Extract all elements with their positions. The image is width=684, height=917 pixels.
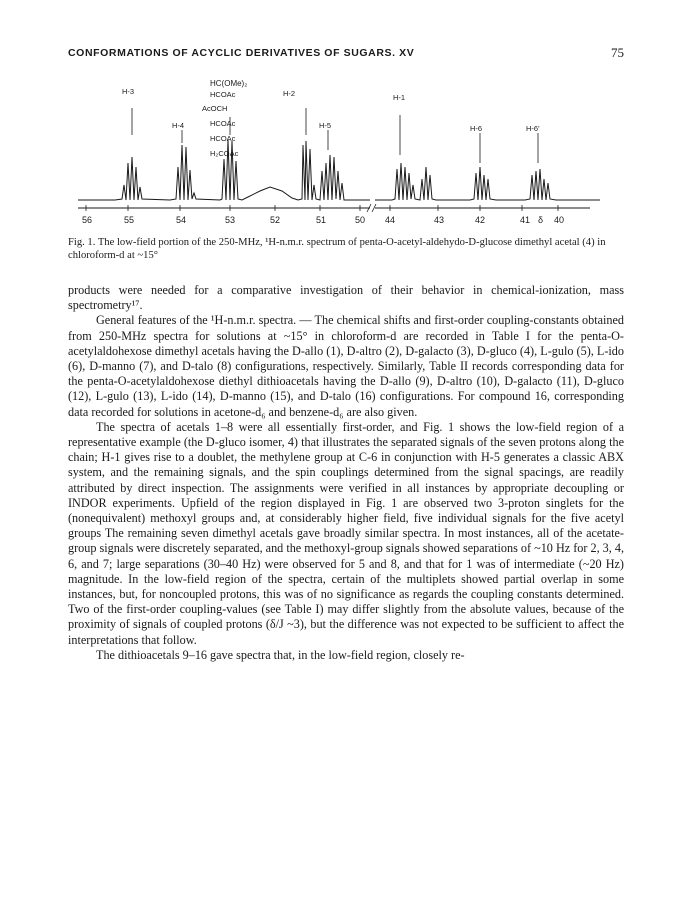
axis-tick-label: 55 (124, 215, 135, 225)
peak-label-h6: H-6 (470, 124, 483, 133)
peak-label-h2: H-2 (283, 89, 296, 98)
page-header (68, 47, 624, 65)
axis-tick-label: 43 (434, 215, 445, 225)
structure-line: HCOAc (210, 90, 236, 99)
axis-tick-label: 44 (385, 215, 396, 225)
running-title: CONFORMATIONS OF ACYCLIC DERIVATIVES OF SUGARS. XV (68, 47, 415, 59)
axis-tick-label: δ (538, 215, 544, 225)
paragraph: The dithioacetals 9–16 gave spectra that, in the low-field region, closely re- (96, 647, 465, 662)
spectrum-plot (70, 75, 625, 235)
structure-line: H₂COAc (210, 149, 239, 158)
paragraph: products were needed for a comparative investigation of their behavior in chemical-ionization, mass spectrometry¹⁷. (68, 283, 624, 313)
page-number: 75 (611, 45, 624, 60)
axis-tick-label: 54 (176, 215, 187, 225)
structure-line: HCOAc (210, 134, 236, 143)
structure-formula (202, 79, 248, 158)
structure-line: HCOAc (210, 119, 236, 128)
nmr-spectrum-figure (70, 75, 625, 235)
peak-label-h4: H-4 (172, 121, 185, 130)
axis-tick-label: 40 (554, 215, 565, 225)
body-text (68, 283, 624, 663)
axis-tick-label: 52 (270, 215, 281, 225)
peak-label-h3: H-3 (122, 87, 135, 96)
peak-label-h5: H-5 (319, 121, 332, 130)
peak-leader-lines (132, 108, 538, 163)
spectrum-trace-right (375, 163, 600, 200)
axis-tick-label: 51 (316, 215, 327, 225)
axis-tick-label: 53 (225, 215, 236, 225)
peak-label-h6-prime: H-6' (526, 124, 540, 133)
figure-caption: Fig. 1. The low-field portion of the 250-MHz, ¹H-n.m.r. spectrum of penta-O-acetyl-aldehydo-D-glucose dimethyl acetal (4) in chloroform-d at ~15° (68, 237, 606, 261)
structure-line: AcOCH (202, 104, 228, 113)
peak-label-h1: H-1 (393, 93, 406, 102)
axis-tick-label: 41 (520, 215, 531, 225)
structure-line: HC(OMe)₂ (210, 79, 248, 88)
paragraph: The spectra of acetals 1–8 were all essentially first-order, and Fig. 1 shows the low-field region of a representative example (the D-gluco isomer, 4) that illustrates the separated signals of the seven protons along the chain; H-1 gives rise to a doublet, the methylene group at C-6 in conjunction with H-5 generates a classic ABX system, and the remaining signals, and the spin couplings determined from the signal spacings, are readily attributed by direct inspection. The assignments were verified in all instances by appropriate decoupling or INDOR experiments. Upfield of the region displayed in Fig. 1 are observed two 3-proton singlets for the (nonequivalent) methoxyl groups and, at considerably higher field, five individual signals for the five acetyl groups The remaining seven dimethyl acetals gave broadly similar spectra. In most instances, all of the acetate-group signals were discretely separated, and the methoxyl-group signals showed separations of ~10 Hz for 2, 3, 4, 6, and 7; large separations (30–40 Hz) were observed for 5 and 8, and that for 1 was of intermediate (~20 Hz) magnitude. In the low-field region of the spectra, certain of the multiplets showed partial overlap in some instances, but, for noncoupled protons, this was of no significance as regards the coupling constants determined. Two of the first-order coupling-values (see Table I) may differ slightly from the absolute values, because of the proximity of signals of coupled protons (δ/J ~3), but the difference was not expected to be sufficient to affect the interpretations that follow. (68, 419, 624, 647)
axis-tick-label: 50 (355, 215, 366, 225)
axis-tick-label: 56 (82, 215, 93, 225)
axis-tick-label: 42 (475, 215, 486, 225)
paragraph: General features of the ¹H-n.m.r. spectra. — The chemical shifts and first-order coupling-constants obtained from 250-MHz spectra for solutions at ~15° in chloroform-d are recorded in Table I for the penta-O-acetylaldohexose dimethyl acetals having the D-allo (1), D-altro (2), D-galacto (3), D-gluco (4), L-gulo (5), L-ido (6), D-manno (7), and D-talo (8) configurations, respectively. Similarly, Table II records corresponding data for the penta-O-acetylaldohexose diethyl dithioacetals having the D-allo (9), D-altro (10), D-galacto (11), D-gluco (12), L-gulo (13), L-ido (14), D-manno (15), and D-talo (16) configurations. For compound 16, corresponding data recorded for solutions in acetone-d₆ and benzene-d₆ are also given. (68, 313, 624, 419)
